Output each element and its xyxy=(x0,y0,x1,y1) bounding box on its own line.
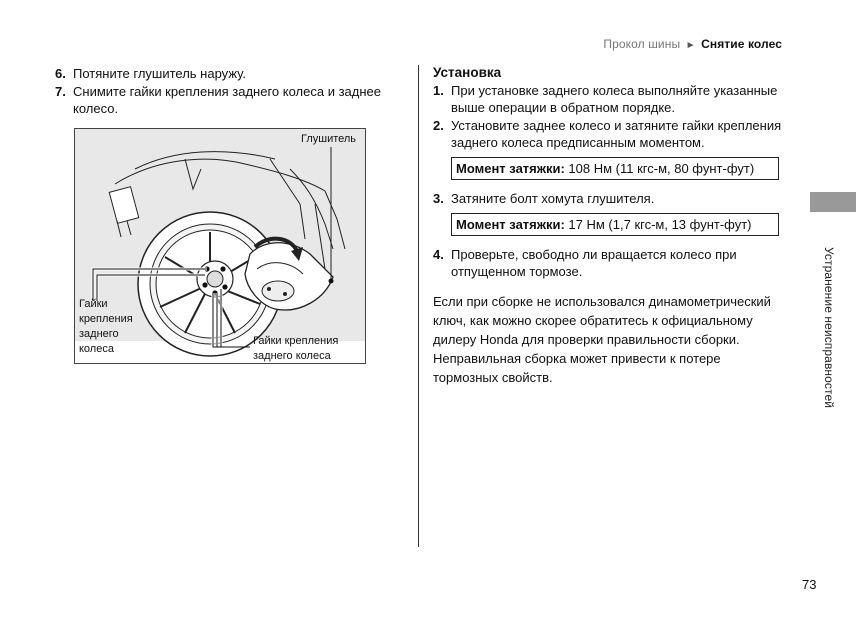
chapter-title: Устранение неисправностей xyxy=(822,247,836,409)
step-text: Затяните болт хомута глушителя. xyxy=(451,191,655,206)
right-column xyxy=(433,65,783,387)
step-text: Снимите гайки крепления заднего колеса и заднее колесо. xyxy=(73,84,381,116)
step-text: Установите заднее колесо и затяните гайки крепления заднего колеса предписанным моментом. xyxy=(451,118,782,150)
step-number: 1. xyxy=(433,83,444,98)
column-divider xyxy=(418,65,419,547)
section-title: Установка xyxy=(433,65,502,80)
step-7 xyxy=(55,83,400,117)
step-number: 4. xyxy=(433,247,444,262)
torque-box-1 xyxy=(451,157,779,180)
label-line: Гайки крепления xyxy=(253,335,339,347)
chapter-tab-marker xyxy=(810,192,856,212)
label-line: крепления xyxy=(79,313,133,325)
breadcrumb xyxy=(603,37,782,51)
left-column xyxy=(55,65,400,118)
label-line: заднего колеса xyxy=(253,350,331,362)
step-text: Потяните глушитель наружу. xyxy=(73,66,246,81)
step-1 xyxy=(433,82,783,116)
rear-wheel-illustration xyxy=(74,128,366,364)
label-line: заднего xyxy=(79,328,119,340)
step-text: Проверьте, свободно ли вращается колесо при отпущенном тормозе. xyxy=(451,247,737,279)
muffler-label: Глушитель xyxy=(301,133,357,145)
torque-label: Момент затяжки: xyxy=(456,217,565,232)
step-4 xyxy=(433,246,783,280)
torque-label: Момент затяжки: xyxy=(456,161,565,176)
triangle-right-icon: ► xyxy=(685,40,696,51)
step-2 xyxy=(433,117,783,151)
step-text: При установке заднего колеса выполняйте указанные выше операции в обратном порядке. xyxy=(451,83,778,115)
wheel-nuts-label-bottom xyxy=(253,334,338,364)
breadcrumb-parent: Прокол шины xyxy=(603,37,681,51)
torque-box-2 xyxy=(451,213,779,236)
step-number: 7. xyxy=(55,84,66,99)
step-number: 2. xyxy=(433,118,444,133)
torque-value: 17 Нм (1,7 кгс-м, 13 фунт-фут) xyxy=(568,217,752,232)
step-number: 3. xyxy=(433,191,444,206)
label-line: Гайки xyxy=(79,298,108,310)
wheel-nuts-label-left xyxy=(79,297,133,357)
label-line: колеса xyxy=(79,343,114,355)
page-number: 73 xyxy=(802,577,817,592)
torque-value: 108 Нм (11 кгс-м, 80 фунт-фут) xyxy=(568,161,755,176)
step-number: 6. xyxy=(55,66,66,81)
step-6 xyxy=(55,65,400,82)
step-3 xyxy=(433,190,783,207)
breadcrumb-current: Снятие колес xyxy=(701,37,782,51)
warning-paragraph: Если при сборке не использовался динамометрический ключ, как можно скорее обратитесь к официальному дилеру Honda для проверки правильности сборки. Неправильная сборка может привести к потере тормозных свойств. xyxy=(433,294,771,385)
